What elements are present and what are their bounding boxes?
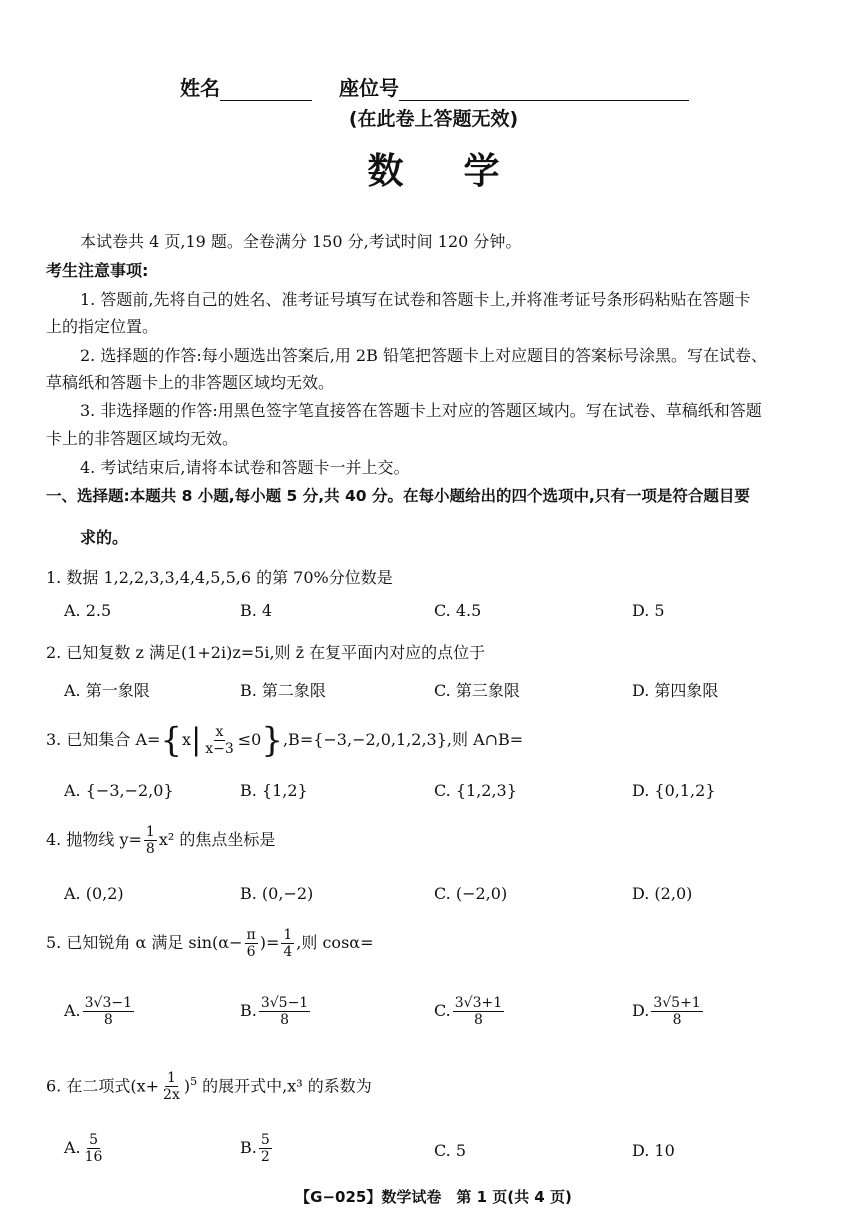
q4-option-c[interactable]: C. (−2,0) bbox=[434, 884, 508, 903]
q5-option-d[interactable]: D. $\frac{3√5+1}{8}$ bbox=[632, 995, 701, 1028]
q2-option-c[interactable]: C. 第三象限 bbox=[434, 681, 520, 700]
q6-option-a[interactable]: A. $\frac{5}{16}$ bbox=[64, 1132, 103, 1165]
notice-line: 上的指定位置。 bbox=[46, 317, 159, 336]
question-6-stem: 6. 在二项式(x+ $\frac{1}{2x}$ )$^5$ 的展开式中,x³ 的系数为 bbox=[46, 1070, 372, 1104]
seat-label: 座位号 bbox=[338, 76, 399, 100]
q4-option-d[interactable]: D. (2,0) bbox=[632, 884, 693, 903]
q3-option-b[interactable]: B. {1,2} bbox=[240, 781, 308, 800]
section-heading-cont: 求的。 bbox=[80, 528, 129, 547]
seat-blank[interactable] bbox=[399, 82, 689, 101]
fraction: $\frac{1}{4}$ bbox=[283, 927, 293, 960]
page-footer: 【G−025】数学试卷 第 1 页(共 4 页) bbox=[295, 1188, 572, 1206]
q5-option-c[interactable]: C. $\frac{3√3+1}{8}$ bbox=[434, 995, 503, 1028]
fraction: $\frac{1}{8}$ bbox=[145, 824, 155, 857]
q6-option-c[interactable]: C. 5 bbox=[434, 1141, 467, 1160]
q4-option-b[interactable]: B. (0,−2) bbox=[240, 884, 314, 903]
q3-option-c[interactable]: C. {1,2,3} bbox=[434, 781, 517, 800]
candidate-info-line bbox=[180, 72, 689, 101]
section-heading: 一、选择题:本题共 8 小题,每小题 5 分,共 40 分。在每小题给出的四个选项中,只有一项是符合题目要 bbox=[46, 487, 750, 505]
question-4-stem: 4. 抛物线 y= $\frac{1}{8}$ x² 的焦点坐标是 bbox=[46, 824, 276, 857]
q2-option-d[interactable]: D. 第四象限 bbox=[632, 681, 719, 700]
q3-option-d[interactable]: D. {0,1,2} bbox=[632, 781, 716, 800]
fraction: $\frac{x}{x-3}$ bbox=[205, 724, 234, 757]
invalid-answer-note: (在此卷上答题无效) bbox=[348, 108, 519, 130]
name-blank[interactable] bbox=[220, 82, 312, 101]
question-2-stem: 2. 已知复数 z 满足(1+2i)z=5i,则 z̄ 在复平面内对应的点位于 bbox=[46, 643, 486, 662]
q6-option-b[interactable]: B. $\frac{5}{2}$ bbox=[240, 1132, 270, 1165]
q6-option-d[interactable]: D. 10 bbox=[632, 1141, 675, 1160]
notice-line: 3. 非选择题的作答:用黑色签字笔直接答在答题卡上对应的答题区域内。写在试卷、草稿纸和答题 bbox=[80, 401, 762, 420]
intro-text: 本试卷共 4 页,19 题。全卷满分 150 分,考试时间 120 分钟。 bbox=[80, 232, 522, 251]
q1-option-d[interactable]: D. 5 bbox=[632, 601, 665, 620]
q5-option-a[interactable]: A. $\frac{3√3-1}{8}$ bbox=[64, 995, 133, 1028]
q4-option-a[interactable]: A. (0,2) bbox=[64, 884, 124, 903]
question-5-stem: 5. 已知锐角 α 满足 sin(α− $\frac{\pi}{6}$ )= $\frac{1}{4}$ ,则 cosα= bbox=[46, 927, 374, 960]
notice-title: 考生注意事项: bbox=[46, 261, 149, 280]
q2-option-b[interactable]: B. 第二象限 bbox=[240, 681, 326, 700]
notice-line: 4. 考试结束后,请将本试卷和答题卡一并上交。 bbox=[80, 458, 410, 477]
q1-option-b[interactable]: B. 4 bbox=[240, 601, 273, 620]
q3-option-a[interactable]: A. {−3,−2,0} bbox=[64, 781, 174, 800]
question-1-stem: 1. 数据 1,2,2,3,3,4,4,5,5,6 的第 70%分位数是 bbox=[46, 568, 393, 587]
question-3-stem: 3. 已知集合 A={x| $\frac{x}{x-3}$ ≤0},B={−3,−2,0,1,2,3},则 A∩B= bbox=[46, 720, 524, 761]
notice-line: 1. 答题前,先将自己的姓名、准考证号填写在试卷和答题卡上,并将准考证号条形码粘贴在答题卡 bbox=[80, 290, 751, 309]
q1-option-c[interactable]: C. 4.5 bbox=[434, 601, 482, 620]
subject-title: 数学 bbox=[367, 150, 560, 192]
notice-line: 草稿纸和答题卡上的非答题区域均无效。 bbox=[46, 373, 335, 392]
q1-option-a[interactable]: A. 2.5 bbox=[64, 601, 112, 620]
fraction: $\frac{\pi}{6}$ bbox=[246, 927, 256, 960]
notice-line: 2. 选择题的作答:每小题选出答案后,用 2B 铅笔把答题卡上对应题目的答案标号涂黑。写在试卷、 bbox=[80, 346, 767, 365]
name-label: 姓名 bbox=[180, 76, 220, 100]
notice-line: 卡上的非答题区域均无效。 bbox=[46, 429, 239, 448]
q5-option-b[interactable]: B. $\frac{3√5-1}{8}$ bbox=[240, 995, 309, 1028]
q2-option-a[interactable]: A. 第一象限 bbox=[64, 681, 150, 700]
fraction: $\frac{1}{2x}$ bbox=[163, 1070, 180, 1104]
